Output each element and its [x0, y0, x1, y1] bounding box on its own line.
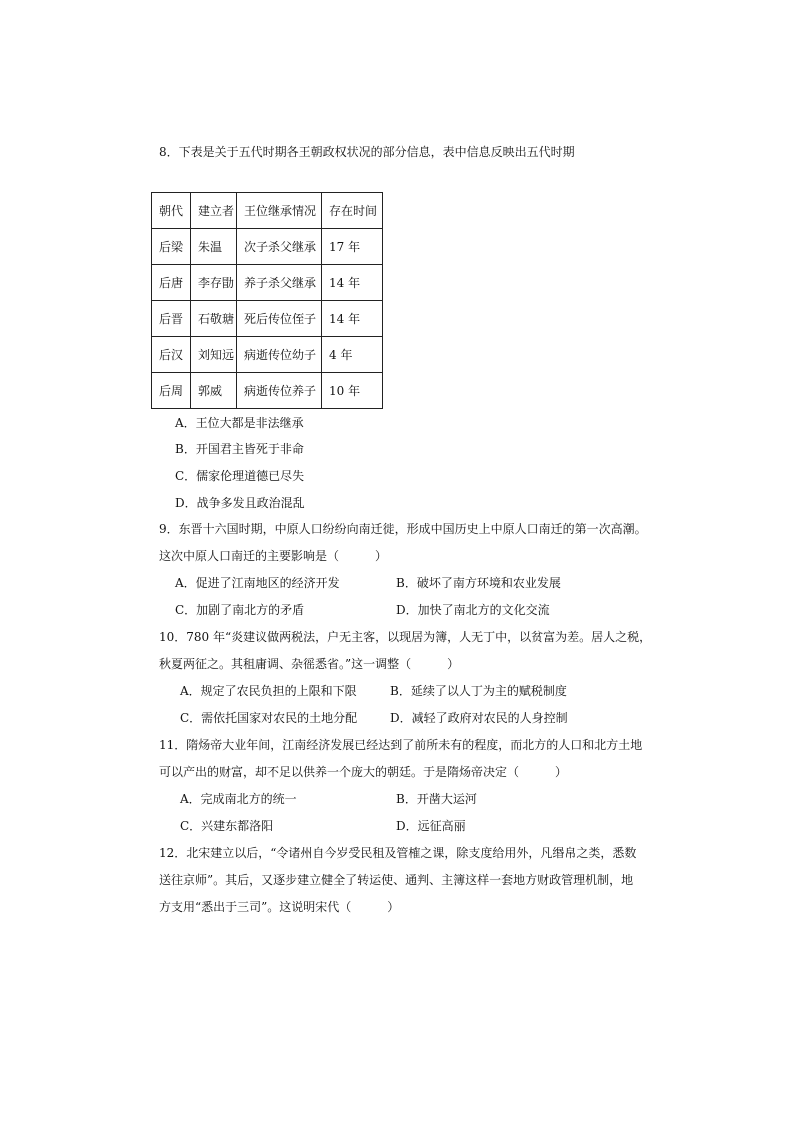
table-cell: 病逝传位养子 [237, 373, 322, 409]
q11-option-a: A．完成南北方的统一 [180, 792, 297, 806]
q11-option-b: B．开凿大运河 [396, 792, 477, 806]
q12-stem-line-3: 方支用“悉出于三司”。这说明宋代（ ） [159, 900, 400, 914]
table-cell: 后梁 [152, 229, 191, 265]
table-cell: 病逝传位幼子 [237, 337, 322, 373]
table-cell: 朱温 [191, 229, 237, 265]
table-cell: 后唐 [152, 265, 191, 301]
dynasty-table [151, 192, 383, 409]
q11-stem-line-2: 可以产出的财富，却不足以供养一个庞大的朝廷。于是隋炀帝决定（ ） [159, 765, 568, 779]
q12-stem-line-1: 12．北宋建立以后，“令诸州自今岁受民租及管榷之课，除支度给用外，凡缗帛之类，悉数 [159, 846, 637, 860]
q10-option-c: C．需依托国家对农民的土地分配 [180, 711, 358, 725]
table-row [152, 373, 383, 409]
table-cell: 次子杀父继承 [237, 229, 322, 265]
table-cell: 后周 [152, 373, 191, 409]
table-header-cell: 王位继承情况 [237, 193, 322, 229]
table-cell: 刘知远 [191, 337, 237, 373]
table-cell: 4 年 [322, 337, 383, 373]
q10-option-d: D．减轻了政府对农民的人身控制 [390, 711, 568, 725]
q8-stem: 8．下表是关于五代时期各王朝政权状况的部分信息，表中信息反映出五代时期 [159, 145, 575, 159]
q9-option-d: D．加快了南北方的文化交流 [396, 603, 550, 617]
table-cell: 郭威 [191, 373, 237, 409]
table-cell: 石敬瑭 [191, 301, 237, 337]
q12-stem-line-2: 送往京师”。其后，又逐步建立健全了转运使、通判、主簿这样一套地方财政管理机制，地 [159, 873, 634, 887]
table-cell: 17 年 [322, 229, 383, 265]
q9-option-c: C．加剧了南北方的矛盾 [175, 603, 305, 617]
q9-stem-line-2: 这次中原人口南迁的主要影响是（ ） [159, 549, 388, 563]
table-cell: 后汉 [152, 337, 191, 373]
q9-option-b: B．破坏了南方环境和农业发展 [396, 576, 561, 590]
table-row [152, 337, 383, 373]
table-row [152, 265, 383, 301]
table-cell: 养子杀父继承 [237, 265, 322, 301]
table-cell: 14 年 [322, 265, 383, 301]
table-cell: 李存勖 [191, 265, 237, 301]
q9-stem-line-1: 9．东晋十六国时期，中原人口纷纷向南迁徙，形成中国历史上中原人口南迁的第一次高潮。 [159, 522, 647, 536]
table-header-row [152, 193, 383, 229]
q10-option-b: B．延续了以人丁为主的赋税制度 [390, 684, 567, 698]
q10-option-a: A．规定了农民负担的上限和下限 [180, 684, 357, 698]
table-cell: 14 年 [322, 301, 383, 337]
q8-option-b: B．开国君主皆死于非命 [175, 442, 304, 456]
q8-option-c: C．儒家伦理道德已尽失 [175, 469, 305, 483]
q11-option-c: C．兴建东都洛阳 [180, 819, 274, 833]
table-row [152, 301, 383, 337]
table-header-cell: 建立者 [191, 193, 237, 229]
q11-stem-line-1: 11．隋炀帝大业年间，江南经济发展已经达到了前所未有的程度，而北方的人口和北方土地 [159, 738, 643, 752]
table-cell: 10 年 [322, 373, 383, 409]
q10-stem-line-2: 秋夏两征之。其租庸调、杂徭悉省。”这一调整（ ） [159, 657, 460, 671]
table-cell: 死后传位侄子 [237, 301, 322, 337]
table-header-cell: 存在时间 [322, 193, 383, 229]
table-row [152, 229, 383, 265]
q11-option-d: D．远征高丽 [396, 819, 466, 833]
q8-option-d: D．战争多发且政治混乱 [175, 496, 305, 510]
q10-stem-line-1: 10．780 年“炎建议做两税法，户无主客，以现居为簿，人无丁中，以贫富为差。居人之税， [159, 630, 652, 644]
q9-option-a: A．促进了江南地区的经济开发 [175, 576, 340, 590]
table-header-cell: 朝代 [152, 193, 191, 229]
q8-option-a: A．王位大都是非法继承 [175, 416, 304, 430]
table-cell: 后晋 [152, 301, 191, 337]
